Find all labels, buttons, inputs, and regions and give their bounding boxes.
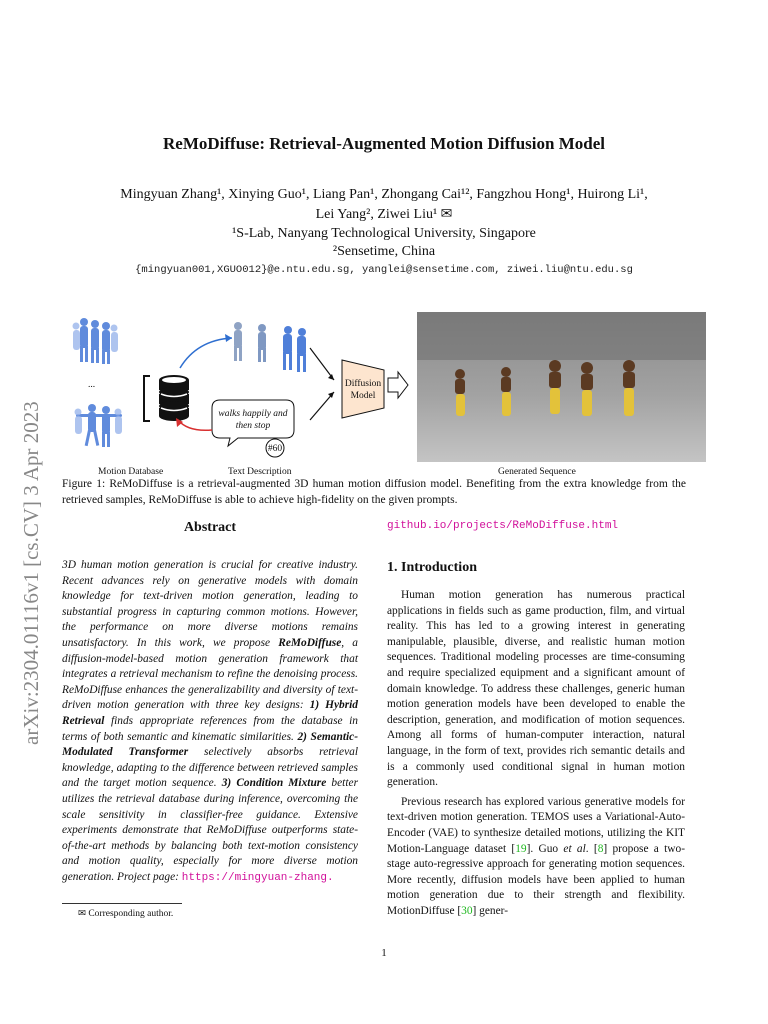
right-column	[387, 520, 685, 919]
page-number: 1	[381, 947, 387, 959]
arxiv-stamp-svg	[8, 280, 48, 750]
model-label-1: Diffusion	[344, 379, 382, 389]
figure-caption: Figure 1: ReMoDiffuse is a retrieval-augmented 3D human motion diffusion model. Benefiting from the extra knowledge from the retrieved samples, ReMoDiffuse is able to achieve high-fidelity on the given prompts.	[62, 478, 686, 506]
author-line-2: Lei Yang², Ziwei Liu¹ ✉	[315, 207, 453, 222]
model-label-2: Model	[350, 391, 376, 401]
figure-1-graphic	[62, 308, 708, 478]
database-icon	[159, 375, 189, 421]
retrieval-arrow-head	[225, 334, 232, 342]
intro-paragraph-1: Human motion generation has numerous practical applications in fields such as game production, film, and virtual reality. This has led to a growing interest in generating manipulable, plausible, diverse, and realistic human motion sequences. Traditional modeling processes are time-consuming and require specialized equipment and a significant amount of domain knowledge. To address these challenges, generic human motion generation models have been developed to enable the description, generation, and modification of motion sequences. Among all forms of human-computer interaction, natural language, in the form of text, provides rich semantic details and is a commonly used conditional signal in human motion generation.	[387, 589, 685, 789]
citation-30[interactable]: 30	[461, 904, 473, 917]
bubble-tag: #60	[267, 444, 283, 454]
label-motion-database: Motion Database	[98, 467, 164, 477]
bubble-line-2: then stop	[235, 421, 271, 431]
project-page-link-part-2[interactable]: github.io/projects/ReMoDiffuse.html	[387, 520, 619, 532]
paper-title: ReMoDiffuse: Retrieval-Augmented Motion Diffusion Model	[163, 134, 605, 153]
abstract-heading: Abstract	[183, 520, 237, 535]
abstract-text	[62, 558, 358, 886]
footnote	[62, 903, 358, 919]
intro-p2-seg-c: . [	[585, 842, 598, 855]
intro-paragraph-2	[387, 795, 685, 920]
generated-sequence-image	[417, 312, 706, 462]
database-bracket	[144, 376, 150, 421]
query-arrow	[178, 420, 212, 430]
database-motion-figures-top	[73, 318, 119, 364]
abstract-bold-hybrid-retrieval: 1) Hybrid Retrieval	[62, 699, 358, 727]
citation-19[interactable]: 19	[515, 842, 527, 855]
intro-p2-etal: et al	[563, 842, 586, 855]
intro-p2-seg-d: ] propose a two-stage auto-regressive approach for generating motion sequences. More recently, diffusion models have been applied to human motion generation due to their strength and flexibility. MotionDiffuse [	[387, 842, 685, 917]
abstract-seg-4: selectively absorbs retrieval knowledge, adapting to the difference between retrieved samples and the target motion sequence.	[62, 746, 358, 790]
retrieved-motion-figures	[234, 322, 306, 372]
fusion-arrow-top	[310, 348, 334, 380]
footnote-rule	[62, 903, 182, 904]
author-line-1: Mingyuan Zhang¹, Xinying Guo¹, Liang Pan¹, Zhongang Cai¹², Fangzhou Hong¹, Huirong Li¹,	[120, 187, 648, 202]
intro-p2-seg-b: ]. Guo	[526, 842, 564, 855]
footnote-text: ✉ Corresponding author.	[78, 909, 174, 919]
bubble-line-1: walks happily and	[218, 409, 288, 419]
abstract-seg-1: 3D human motion generation is crucial for creative industry. Recent advances rely on generative models with domain knowledge for text-driven motion generation, leading to substantial progress in capturing common motions. However, the performance on more diverse motions remains unsatisfactory. In this work, we propose	[62, 559, 358, 649]
intro-p2-seg-a: Previous research has explored various generative models for text-driven motion generation. TEMOS uses a Variational-Auto-Encoder (VAE) to synthesize detailed motions, utilizing the KIT Motion-Language dataset [	[387, 795, 685, 855]
retrieval-arrow	[180, 338, 232, 368]
intro-p2-seg-e: ] gener-	[472, 904, 509, 917]
arxiv-stamp-text: arXiv:2304.01116v1 [cs.CV] 3 Apr 2023	[19, 401, 43, 745]
abstract-seg-2: , a diffusion-model-based motion generation framework that integrates a retrieval mechanism to refine the denoising process. ReMoDiffuse enhances the generalizability and diversity of text-driven motion generation with three key designs:	[62, 636, 358, 712]
affiliations	[60, 225, 708, 261]
output-arrow	[388, 372, 408, 398]
diffusion-model-box	[342, 360, 384, 418]
author-list	[60, 185, 708, 225]
project-page-link-part-1[interactable]: https://mingyuan-zhang.	[181, 871, 334, 884]
abstract-seg-5: better utilizes the retrieval database during inference, overcoming the scale sensitivity in classifier-free guidance. Extensive experiments demonstrate that ReMoDiffuse outperforms state-of-the-art methods by balancing both text-motion consistency and motion quality, especially for more diverse motion generation. Project page:	[62, 777, 359, 883]
email-list: {mingyuan001,XGUO012}@e.ntu.edu.sg, yanglei@sensetime.com, ziwei.liu@ntu.edu.sg	[135, 264, 633, 276]
abstract-bold-remodiffuse: ReMoDiffuse	[278, 636, 342, 649]
left-column	[62, 520, 358, 886]
abstract-seg-3: finds appropriate references from the database in terms of both semantic and kinematic similarities.	[62, 714, 358, 743]
label-generated-sequence: Generated Sequence	[498, 467, 576, 477]
label-text-description: Text Description	[228, 467, 292, 477]
figure-1	[62, 308, 708, 478]
affiliation-1: ¹S-Lab, Nanyang Technological University, Singapore	[232, 226, 536, 241]
abstract-bold-smt: 2) Semantic-Modulated Transformer	[62, 730, 358, 759]
abstract-bold-condition-mixture: 3) Condition Mixture	[221, 777, 327, 790]
database-motion-figures-bottom	[75, 404, 123, 447]
citation-8[interactable]: 8	[597, 842, 604, 855]
database-ellipsis: ...	[88, 380, 96, 390]
arxiv-stamp	[8, 280, 48, 750]
affiliation-2: ²Sensetime, China	[332, 244, 436, 259]
intro-heading: 1. Introduction	[387, 560, 477, 575]
